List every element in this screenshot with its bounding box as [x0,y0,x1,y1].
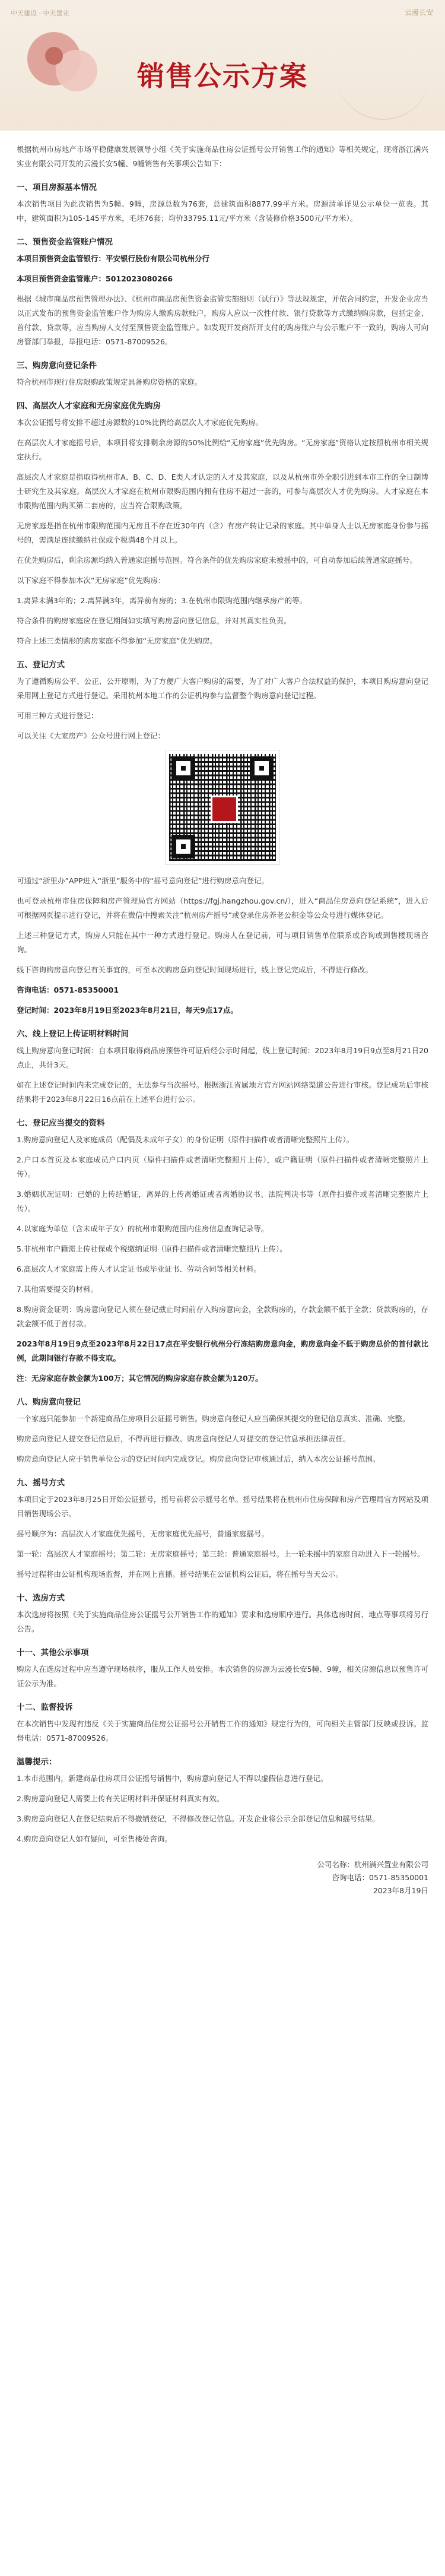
section-paragraph: 7.其他需要提交的材料。 [17,1285,98,1294]
section-paragraph: 本次选房将按照《关于实施商品住房公证摇号公开销售工作的通知》要求和选房顺序进行。具体选房时间、地点等事项将另行公告。 [17,1610,428,1633]
section-paragraph: 第一轮：高层次人才家庭摇号；第二轮：无房家庭摇号；第三轮：普通家庭摇号。上一轮未摇中的家庭自动进入下一轮摇号。 [17,1550,425,1558]
section-paragraph: 为了遵循购房公平、公正、公开原则，为了方便广大客户购房的需要，为了对广大客户合法权益的保护，本项目购房意向登记采用网上登记方式进行登记。采用杭州本地工作的公证机构参与监督整个购房意向登记过程。 [17,677,428,700]
brand-left-text: 中天建设 · 中天置业 [11,9,69,17]
section-paragraph: 在本次销售中发现有违反《关于实施商品住房公证摇号公开销售工作的通知》规定行为的，可向相关主管部门反映或投诉。监督电话：0571-87009526。 [17,1719,428,1742]
announcement-date: 2023年8月19日 [373,1886,428,1895]
section-3 [17,359,428,389]
section-paragraph: 高层次人才家庭是指取得杭州市A、B、C、D、E类人才认定的人才及其家庭，以及从杭州市外全职引进到本市工作的全日制博士研究生及其家庭。高层次人才家庭在杭州市限购范围内拥有住房不超过一套的，可参与高层次人才优先购房。人才家庭在本市限购范围内购买第二套房的，应当符合限购政策。 [17,473,428,510]
section-paragraph: 1.离异未满3年的；2.离异满3年，离异前有房的；3.在杭州市限购范围内继承房产的等。 [17,596,307,605]
section-paragraph: 购房意向登记人应于销售单位公示的登记时间内完成登记。购房意向登记审核通过后，纳入本次公证摇号范围。 [17,1455,380,1463]
intro-paragraph: 根据杭州市房地产市场平稳健康发展领导小组《关于实施商品住房公证摇号公开销售工作的通知》等相关规定，现将浙江满兴实业有限公司开发的云漫长安5幢、9幢销售有关事项公告如下： [17,145,428,168]
section-paragraph: 本项目定于2023年8月25日开始公证摇号，摇号前将公示摇号名单。摇号结果将在杭州市住房保障和房产管理局官方网站及项目销售现场公示。 [17,1495,428,1518]
section-title: 六、线上登记上传证明材料时间 [17,1029,129,1039]
section-title: 四、高层次人才家庭和无房家庭优先购房 [17,401,161,411]
section-1 [17,180,428,226]
section-4 [17,399,428,648]
section-paragraph: 6.高层次人才家庭需上传人才认定证书或毕业证书、劳动合同等相关材料。 [17,1265,261,1273]
section-paragraph: 可用三种方式进行登记： [17,711,98,720]
section-paragraph: 本次公证摇号将安排不超过房源数的10%比例给高层次人才家庭优先购房。 [17,418,263,427]
section-11 [17,1646,428,1691]
section-paragraph: 2023年8月19日9点至2023年8月22日17点在平安银行杭州分行冻结购房意向金，购房意向金不低于购房总价的首付款比例，此期间银行存款不得支取。 [17,1339,428,1363]
banner [0,0,445,131]
brand-logo-left [11,8,69,18]
section-12 [17,1700,428,1745]
section-title: 十二、监督投诉 [17,1703,73,1712]
consult-phone: 咨询电话：0571-85350001 [17,986,119,994]
section-title: 温馨提示： [17,1757,57,1767]
announcement-body [0,131,445,1897]
qr-code-container [17,750,428,864]
tip-item: 3.购房意向登记人在登记结束后不得撤销登记，不得修改登记信息。开发企业将公示全部登记信息和摇号结果。 [17,1814,380,1823]
section-2 [17,235,428,349]
qr-logo-icon [211,796,238,823]
section-paragraph: 在优先购房后，剩余房源均纳入普通家庭摇号范围。符合条件的优先购房家庭未被摇中的，可自动参加后续普通家庭摇号。 [17,556,418,565]
section-paragraph: 购房意向登记人提交登记信息后，不得再进行修改。购房意向登记人对提交的登记信息承担法律责任。 [17,1434,351,1443]
company-name: 公司名称：杭州满兴置业有限公司 [317,1860,428,1869]
section-paragraph: 符合上述三类情形的购房家庭不得参加“无房家庭”优先购房。 [17,636,217,645]
tip-item: 1.本市范围内，新建商品住房项目公证摇号销售中，购房意向登记人不得以虚假信息进行登记。 [17,1774,328,1783]
section-9 [17,1476,428,1582]
section-title: 九、摇号方式 [17,1478,65,1488]
section-paragraph: 8.购房资金证明：购房意向登记人须在登记截止时间前存入购房意向金，全款购房的，存款金额不低于全款；贷款购房的，存款金额不低于首付款。 [17,1305,428,1328]
section-paragraph: 1.购房意向登记人及家庭成员（配偶及未成年子女）的身份证明（原件扫描件或者清晰完整照片上传）。 [17,1135,354,1144]
section-title: 一、项目房源基本情况 [17,183,97,192]
section-paragraph: 摇号过程将由公证机构现场监督，并在网上直播。摇号结果在公证机构公证后，将在摇号当天公示。 [17,1570,344,1579]
section-paragraph: 4.以家庭为单位（含未成年子女）的杭州市限购范围内住房信息查询记录等。 [17,1224,269,1233]
section-paragraph: 线上购房意向登记时间：自本项目取得商品房预售许可证后经公示时间起，线上登记时间：2023年8月19日9点至8月21日20点止，共计3天。 [17,1046,428,1069]
section-title: 十一、其他公示事项 [17,1648,89,1658]
section-paragraph: 无房家庭是指在杭州市限购范围内无房且不存在近30年内（含）有房产转让记录的家庭。其中单身人士以无房家庭身份参与摇号的，需满足连续缴纳社保或个税满48个月以上。 [17,521,428,544]
section-paragraph: 线下咨询购房意向登记有关事宜的，可至本次购房意向登记时间现场进行，线上登记完成后，不得进行修改。 [17,965,373,974]
section-paragraph: 本次销售项目为此次销售为5幢、9幢，房源总数为76套，总建筑面积8877.99平方米。房源清单详见公示单位一览表。其中，建筑面积为105-145平方米，毛坯76套；均价33795.11元/平方米（含装修价格3500元/平方米）。 [17,199,428,223]
tips-section [17,1755,428,1846]
section-6 [17,1027,428,1107]
section-title: 三、购房意向登记条件 [17,361,97,370]
deposit-note: 注：无房家庭存款金额为100万；其它情况的购房家庭存款金额为120万。 [17,1374,263,1383]
section-paragraph: 也可登录杭州市住房保障和房产管理局官方网站（https://fgj.hangzhou.gov.cn/），进入“商品住房意向登记系统”，进入后可根据网页提示进行登记，并将在微信中搜索关注“杭州房产摇号”或登录住房养老公积金等公众号进行媒体登记。 [17,896,428,920]
section-paragraph: 一个家庭只能参加一个新建商品住房项目公证摇号销售。购房意向登记人应当确保其提交的登记信息真实、准确、完整。 [17,1414,410,1423]
section-title: 十、选房方式 [17,1593,65,1603]
supervision-bank: 本项目预售资金监管银行：平安银行股份有限公司杭州分行 [17,254,210,263]
section-paragraph: 根据《城市商品房预售管理办法》、《杭州市商品房预售资金监管实施细则（试行）》等法规规定，并依合同约定，开发企业应当以正式发布的预售资金监管账户作为购房人缴购房款账户，购房人应以一次性付款、银行贷款等方式缴纳购房款，包括定金、首付款、贷款等，应当购房人支付至预售资金监管账户。如发现开发商所开支付的购房账户与公示账户不一致的，购房人可向房管部门举报，举报电话：0571-87009526。 [17,294,428,346]
tip-item: 4.购房意向登记人如有疑问，可至售楼处咨询。 [17,1834,172,1843]
page-title: 销售公示方案 [137,60,308,92]
section-paragraph: 如在上述登记时间内未完成登记的，无法参与当次摇号。根据浙江省属地方官方网站网络渠道公告进行审核。登记成功后审核结果将于2023年8月22日16点前在上述平台进行公示。 [17,1081,428,1104]
qr-code-icon[interactable] [166,750,279,864]
section-paragraph: 在高层次人才家庭摇号后，本项目将安排剩余房源的50%比例给“无房家庭”优先购房。“无房家庭”资格认定按照杭州市相关规定执行。 [17,438,428,461]
section-10 [17,1591,428,1636]
section-paragraph: 2.户口本首页及本家庭成员户口内页（原件扫描件或者清晰完整照片上传），或户籍证明（原件扫描件或者清晰完整照片上传）。 [17,1155,428,1178]
section-paragraph: 摇号顺序为：高层次人才家庭优先摇号，无房家庭优先摇号，普通家庭摇号。 [17,1529,269,1538]
supervision-account: 本项目预售资金监管账户：5012023080266 [17,274,173,283]
section-paragraph: 可通过“浙里办”APP进入“浙里”服务中的“摇号意向登记”进行购房意向登记。 [17,876,269,885]
section-paragraph: 以下家庭不得参加本次“无房家庭”优先购房： [17,576,166,585]
signature-block [17,1858,428,1897]
contact-phone: 咨询电话：0571-85350001 [332,1873,428,1882]
brand-logo-right: 云漫长安 [404,8,433,17]
section-5 [17,658,428,1018]
section-title: 五、登记方式 [17,660,65,670]
tip-item: 2.购房意向登记人需要上传有关证明材料并保证材料真实有效。 [17,1794,224,1803]
section-7 [17,1116,428,1386]
section-paragraph: 符合杭州市现行住房限购政策规定具备购房资格的家庭。 [17,378,202,386]
section-8 [17,1395,428,1466]
section-title: 七、登记应当提交的资料 [17,1119,105,1128]
section-paragraph: 上述三种登记方式，购房人只能在其中一种方式进行登记。购房人在登记前，可与项目销售单位联系或咨询或到售楼现场咨询。 [17,931,428,954]
section-paragraph: 5.非杭州市户籍需上传社保或个税缴纳证明（原件扫描件或者清晰完整照片上传）。 [17,1244,287,1253]
section-title: 二、预售资金监管账户情况 [17,237,113,247]
section-paragraph: 可以关注《大家房产》公众号进行网上登记： [17,731,166,740]
section-paragraph: 购房人在选房过程中应当遵守现场秩序，服从工作人员安排。本次销售的房源为云漫长安5幢、9幢，相关房源信息以预售许可证公示为准。 [17,1665,428,1688]
registration-time: 登记时间：2023年8月19日至2023年8月21日，每天9点17点。 [17,1006,238,1015]
section-paragraph: 符合条件的购房家庭应在登记期间如实填写购房意向登记信息，并对其真实性负责。 [17,616,291,625]
section-paragraph: 3.婚姻状况证明：已婚的上传结婚证，离异的上传离婚证或者离婚协议书、法院判决书等（原件扫描件或者清晰完整照片上传）。 [17,1190,428,1213]
section-title: 八、购房意向登记 [17,1398,81,1407]
